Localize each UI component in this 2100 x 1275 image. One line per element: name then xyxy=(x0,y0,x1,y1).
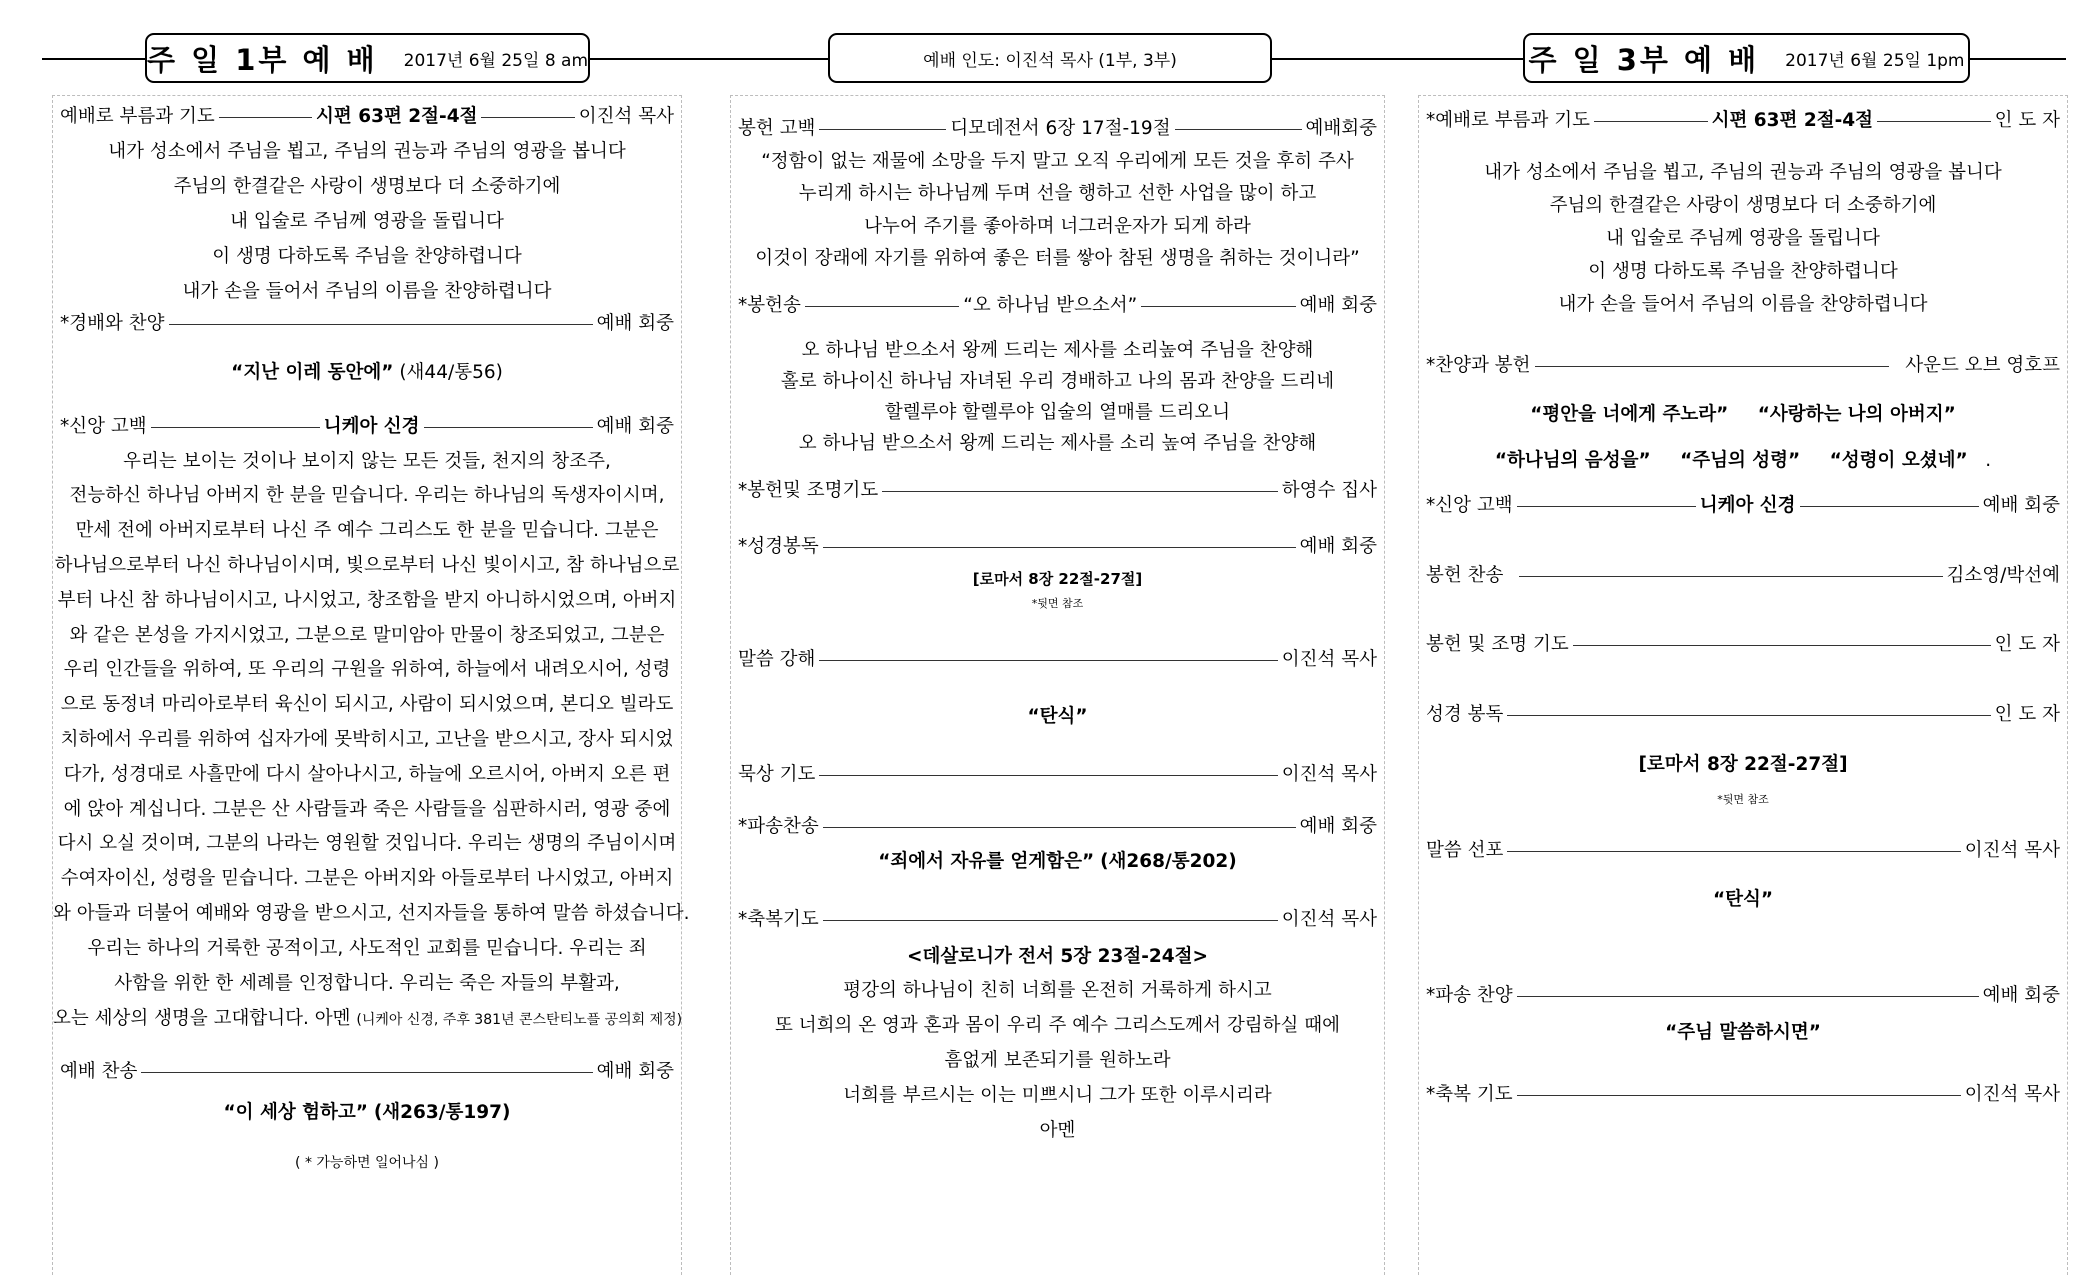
creed-line: 우리는 보이는 것이나 보이지 않는 모든 것들, 천지의 창조주, xyxy=(123,451,611,472)
service3-date: 2017년 6월 25일 1pm xyxy=(1785,50,1965,71)
standing-footnote: ( * 가능하면 일어나심 ) xyxy=(295,1155,439,1171)
call-text-line: 내 입술로 주님께 영광을 돌립니다 xyxy=(1606,228,1880,249)
benediction-row xyxy=(731,907,1384,933)
prayer-who: 인 도 자 xyxy=(1994,634,2060,655)
creed-last-line xyxy=(53,1006,681,1032)
leader-line xyxy=(424,427,593,428)
praise-label: *찬양과 봉헌 xyxy=(1426,355,1531,376)
benediction-row xyxy=(1419,1082,2067,1108)
service3-order xyxy=(1418,95,2068,1275)
reading-row xyxy=(1419,702,2067,728)
leader-line xyxy=(1507,851,1960,852)
hymn-label: 예배 찬송 xyxy=(60,1061,138,1082)
leader-line xyxy=(151,427,320,428)
offer-text-line: 나누어 주기를 좋아하며 너그러운자가 되게 하라 xyxy=(864,216,1251,237)
leader-line xyxy=(1594,121,1708,122)
hymn-who: 예배 회중 xyxy=(596,1061,674,1082)
creed-line: 만세 전에 아버지로부터 나신 주 예수 그리스도 한 분을 믿습니다. 그분은 xyxy=(75,520,659,541)
hymn-song-number: (새263/통197) xyxy=(373,1102,511,1123)
reading-who: 인 도 자 xyxy=(1994,704,2060,725)
call-text-line: 주님의 한결같은 사랑이 생명보다 더 소중하기에 xyxy=(173,176,561,197)
offering-song-row xyxy=(731,293,1384,319)
bless-line: 평강의 하나님이 친히 너희를 온전히 거룩하게 하시고 xyxy=(843,980,1272,1001)
offer-label: 봉헌 고백 xyxy=(738,118,816,139)
creed-line: 부터 나신 참 하나님이시고, 나시었고, 창조함을 받지 아니하시었으며, 아버지 xyxy=(57,590,677,611)
call-label: 예배로 부름과 기도 xyxy=(60,106,215,127)
creed-note: (니케아 신경, 주후 381년 콘스탄티노플 공의회 제정) xyxy=(356,1012,683,1028)
creed-line: 으로 동정녀 마리아로부터 육신이 되시고, 사람이 되시었으며, 본디오 빌라도 xyxy=(60,694,674,715)
creed-label: *신앙 고백 xyxy=(60,416,147,437)
leader-line xyxy=(823,920,1278,921)
offering-and-sermon-order xyxy=(730,95,1385,1275)
praise-song: “사랑하는 나의 아버지” xyxy=(1757,404,1956,425)
service1-title-box xyxy=(145,33,590,83)
call-passage: 시편 63편 2절-4절 xyxy=(316,106,478,127)
creed-title: 니케아 신경 xyxy=(323,416,420,437)
sending-hymn-row xyxy=(731,814,1384,840)
bless-line: 흠없게 보존되기를 원하노라 xyxy=(944,1050,1171,1071)
call-leader: 이진석 목사 xyxy=(578,106,675,127)
praise-song: “성령이 오셨네” xyxy=(1829,450,1968,471)
leader-line xyxy=(1517,996,1979,997)
offer-passage: 디모데전서 6장 17절-19절 xyxy=(950,118,1171,139)
sermon-who: 이진석 목사 xyxy=(1964,840,2060,861)
creed-line: 에 앉아 계십니다. 그분은 산 사람들과 죽은 사람들을 심판하시러, 영광 중에 xyxy=(63,799,671,820)
header-rule-right xyxy=(1968,58,2066,60)
creed-line: 다가, 성경대로 사흘만에 다시 살아나시고, 하늘에 오르시어, 아버지 오른 편 xyxy=(63,764,671,785)
sermon-who: 이진석 목사 xyxy=(1281,649,1377,670)
sermon-label: 말씀 선포 xyxy=(1426,840,1504,861)
creed-line: 우리 인간들을 위하여, 또 우리의 구원을 위하여, 하늘에서 내려오시어, 성령 xyxy=(63,659,671,680)
leader-line xyxy=(1519,576,1942,577)
call-text-line: 이 생명 다하도록 주님을 찬양하렵니다 xyxy=(1588,261,1898,282)
creed-line: 와 같은 본성을 가지시었고, 그분으로 말미암아 만물이 창조되었고, 그분은 xyxy=(69,625,665,646)
trailing-dot: . xyxy=(1985,450,1992,471)
hymn-song xyxy=(53,1100,681,1126)
call-label: *예배로 부름과 기도 xyxy=(1426,110,1590,131)
praise-who: 사운드 오브 영호프 xyxy=(1905,355,2060,376)
creed-who: 예배 회중 xyxy=(1982,495,2061,516)
offer-song-line: 오 하나님 받으소서 왕께 드리는 제사를 소리 높여 주님을 찬양해 xyxy=(798,433,1317,454)
header-rule-mid-right xyxy=(1270,58,1525,60)
sermon-label: 말씀 강해 xyxy=(738,649,816,670)
reading-note: *뒷면 참조 xyxy=(1031,597,1084,610)
offer-label: 봉헌 찬송 xyxy=(1426,565,1504,586)
offer-text-line: “정함이 없는 재물에 소망을 두지 말고 오직 우리에게 모든 것을 후히 주사 xyxy=(761,151,1354,172)
call-passage: 시편 63편 2절-4절 xyxy=(1711,110,1874,131)
service1-order xyxy=(52,95,690,1275)
reading-label: *성경봉독 xyxy=(738,536,819,557)
praise-song: “하나님의 음성을” xyxy=(1494,450,1651,471)
leader-line xyxy=(1517,506,1696,507)
leader-line xyxy=(805,306,959,307)
header-rule-mid-left xyxy=(588,58,830,60)
prayer-row xyxy=(731,478,1384,504)
reading-passage: [로마서 8장 22절-27절] xyxy=(972,570,1143,588)
hymn-song-title: “이 세상 험하고” xyxy=(223,1102,368,1123)
leader-line xyxy=(1141,306,1295,307)
call-text-line: 내 입술로 주님께 영광을 돌립니다 xyxy=(230,211,504,232)
praise-songs-row1 xyxy=(1419,402,2067,428)
offer-song-line: 할렐루야 할렐루야 입술의 열매를 드리오니 xyxy=(884,402,1231,423)
praise-who: 예배 회중 xyxy=(596,313,674,334)
hymn-row xyxy=(53,1059,681,1085)
creed-row xyxy=(53,414,681,440)
call-text-line: 내가 손을 들어서 주님의 이름을 찬양하렵니다 xyxy=(1558,294,1928,315)
creed-line: 와 아들과 더불어 예배와 영광을 받으시고, 선지자들을 통하여 말씀 하셨습니다. xyxy=(53,903,690,924)
offer-who: 김소영/박선예 xyxy=(1946,565,2060,586)
leader-box xyxy=(828,33,1272,83)
creed-line: 다시 오실 것이며, 그분의 나라는 영원할 것입니다. 우리는 생명의 주님이시며 xyxy=(57,833,677,854)
leader-line xyxy=(823,827,1296,828)
service3-title: 주 일 3부 예 배 xyxy=(1528,42,1760,77)
sermon-row xyxy=(731,647,1384,673)
offer-song-title: “오 하나님 받으소서” xyxy=(963,295,1138,316)
offer-song-line: 홀로 하나이신 하나님 자녀된 우리 경배하고 나의 몸과 찬양을 드리네 xyxy=(780,371,1335,392)
reading-row xyxy=(731,534,1384,560)
leader-line xyxy=(141,1072,592,1073)
offer-text-line: 이것이 장래에 자기를 위하여 좋은 터를 쌓아 참된 생명을 취하는 것이니라” xyxy=(755,248,1360,269)
sermon-title: “탄식” xyxy=(1712,889,1774,910)
offer-song-who: 예배 회중 xyxy=(1299,295,1377,316)
prayer-who: 하영수 집사 xyxy=(1281,480,1377,501)
creed-line: 우리는 하나의 거룩한 공적이고, 사도적인 교회를 믿습니다. 우리는 죄 xyxy=(87,938,647,959)
creed-line: 수여자이신, 성령을 믿습니다. 그분은 아버지와 아들로부터 나시었고, 아버지 xyxy=(60,868,674,889)
leader-line xyxy=(1877,121,1991,122)
leader-line xyxy=(1535,366,1890,367)
offer-text-line: 누리게 하시는 하나님께 두며 선을 행하고 선한 사업을 많이 하고 xyxy=(798,183,1317,204)
praise-row xyxy=(1419,353,2067,379)
sending-song-number: (새268/통202) xyxy=(1100,851,1237,872)
praise-songs-row2 xyxy=(1419,448,2067,474)
call-text-line: 이 생명 다하도록 주님을 찬양하렵니다 xyxy=(212,246,522,267)
praise-song: “주님의 성령” xyxy=(1680,450,1801,471)
leader-line xyxy=(823,547,1296,548)
service1-date: 2017년 6월 25일 8 am xyxy=(403,50,589,71)
call-to-worship xyxy=(1419,108,2067,134)
sermon-title: “탄식” xyxy=(1027,706,1088,727)
bless-label: *축복 기도 xyxy=(1426,1084,1513,1105)
creed-line: 전능하신 하나님 아버지 한 분을 믿습니다. 우리는 하나님의 독생자이시며, xyxy=(69,485,665,506)
sending-who: 예배 회중 xyxy=(1299,816,1377,837)
sending-song: “주님 말씀하시면” xyxy=(1665,1022,1821,1043)
leader-line xyxy=(819,775,1277,776)
leader-line xyxy=(1573,645,1991,646)
sending-label: *파송 찬양 xyxy=(1426,985,1513,1006)
prayer-row xyxy=(1419,632,2067,658)
call-leader: 인 도 자 xyxy=(1994,110,2061,131)
praise-label: *경배와 찬양 xyxy=(60,313,165,334)
call-to-worship xyxy=(53,104,681,130)
creed-row xyxy=(1419,493,2067,519)
sending-song-title: “죄에서 자유를 얻게함은” xyxy=(878,851,1095,872)
bless-who: 이진석 목사 xyxy=(1964,1084,2060,1105)
bless-label: *축복기도 xyxy=(738,909,819,930)
leader-line xyxy=(819,129,946,130)
reading-passage: [로마서 8장 22절-27절] xyxy=(1638,754,1848,775)
sending-song xyxy=(731,849,1384,875)
call-text-line: 내가 성소에서 주님을 뵙고, 주님의 권능과 주님의 영광을 봅니다 xyxy=(1484,162,2002,183)
bless-line: 또 너희의 온 영과 혼과 몸이 우리 주 예수 그리스도께서 강림하실 때에 xyxy=(774,1015,1341,1036)
sending-label: *파송찬송 xyxy=(738,816,819,837)
service3-title-box xyxy=(1523,33,1970,83)
leader-line xyxy=(1507,715,1990,716)
header-rule-left xyxy=(42,58,147,60)
reading-label: 성경 봉독 xyxy=(1426,704,1504,725)
silent-prayer-row xyxy=(731,762,1384,788)
offer-song-label: *봉헌송 xyxy=(738,295,801,316)
worship-leader: 예배 인도: 이진석 목사 (1부, 3부) xyxy=(923,50,1177,71)
call-text-line: 내가 손을 들어서 주님의 이름을 찬양하렵니다 xyxy=(182,281,552,302)
creed-title: 니케아 신경 xyxy=(1699,495,1796,516)
creed-line: 하나님으로부터 나신 하나님이시며, 빛으로부터 나신 빛이시고, 참 하나님으로 xyxy=(54,555,680,576)
prayer-label: *봉헌및 조명기도 xyxy=(738,480,879,501)
leader-line xyxy=(1175,129,1302,130)
sending-praise-row xyxy=(1419,983,2067,1009)
call-text-line: 주님의 한결같은 사랑이 생명보다 더 소중하기에 xyxy=(1549,195,1937,216)
leader-line xyxy=(1517,1095,1961,1096)
praise-song-number: (새44/통56) xyxy=(399,362,503,383)
bless-who: 이진석 목사 xyxy=(1281,909,1377,930)
reading-who: 예배 회중 xyxy=(1299,536,1377,557)
prayer-label: 봉헌 및 조명 기도 xyxy=(1426,634,1569,655)
service1-title: 주 일 1부 예 배 xyxy=(146,42,378,77)
leader-line xyxy=(819,660,1277,661)
creed-line: 치하에서 우리를 위하여 십자가에 못박히시고, 고난을 받으시고, 장사 되시었 xyxy=(60,729,674,750)
leader-line xyxy=(219,117,312,118)
offer-who: 예배회중 xyxy=(1305,118,1377,139)
praise-song xyxy=(53,360,681,386)
silent-who: 이진석 목사 xyxy=(1281,764,1377,785)
bless-passage: <데살로니가 전서 5장 23절-24절> xyxy=(906,946,1209,967)
creed-line: 사함을 위한 한 세례를 인정합니다. 우리는 죽은 자들의 부활과, xyxy=(114,973,620,994)
offering-confession-row xyxy=(731,116,1384,142)
praise-row xyxy=(53,311,681,337)
praise-song: “평안을 너에게 주노라” xyxy=(1530,404,1729,425)
silent-label: 묵상 기도 xyxy=(738,764,816,785)
creed-label: *신앙 고백 xyxy=(1426,495,1513,516)
offering-hymn-row xyxy=(1419,563,2067,589)
bless-amen: 아멘 xyxy=(1039,1120,1076,1141)
offer-song-line: 오 하나님 받으소서 왕께 드리는 제사를 소리높여 주님을 찬양해 xyxy=(801,340,1314,361)
creed-line: 오는 세상의 생명을 고대합니다. 아멘 xyxy=(53,1008,351,1029)
sending-who: 예배 회중 xyxy=(1982,985,2060,1006)
praise-song-title: “지난 이레 동안에” xyxy=(231,362,394,383)
leader-line xyxy=(169,324,593,325)
creed-who: 예배 회중 xyxy=(596,416,675,437)
leader-line xyxy=(1800,506,1979,507)
reading-note: *뒷면 참조 xyxy=(1717,793,1769,806)
call-text-line: 내가 성소에서 주님을 뵙고, 주님의 권능과 주님의 영광을 봅니다 xyxy=(108,141,626,162)
sermon-row xyxy=(1419,838,2067,864)
bless-line: 너희를 부르시는 이는 미쁘시니 그가 또한 이루시리라 xyxy=(843,1085,1272,1106)
leader-line xyxy=(882,491,1278,492)
leader-line xyxy=(481,117,574,118)
